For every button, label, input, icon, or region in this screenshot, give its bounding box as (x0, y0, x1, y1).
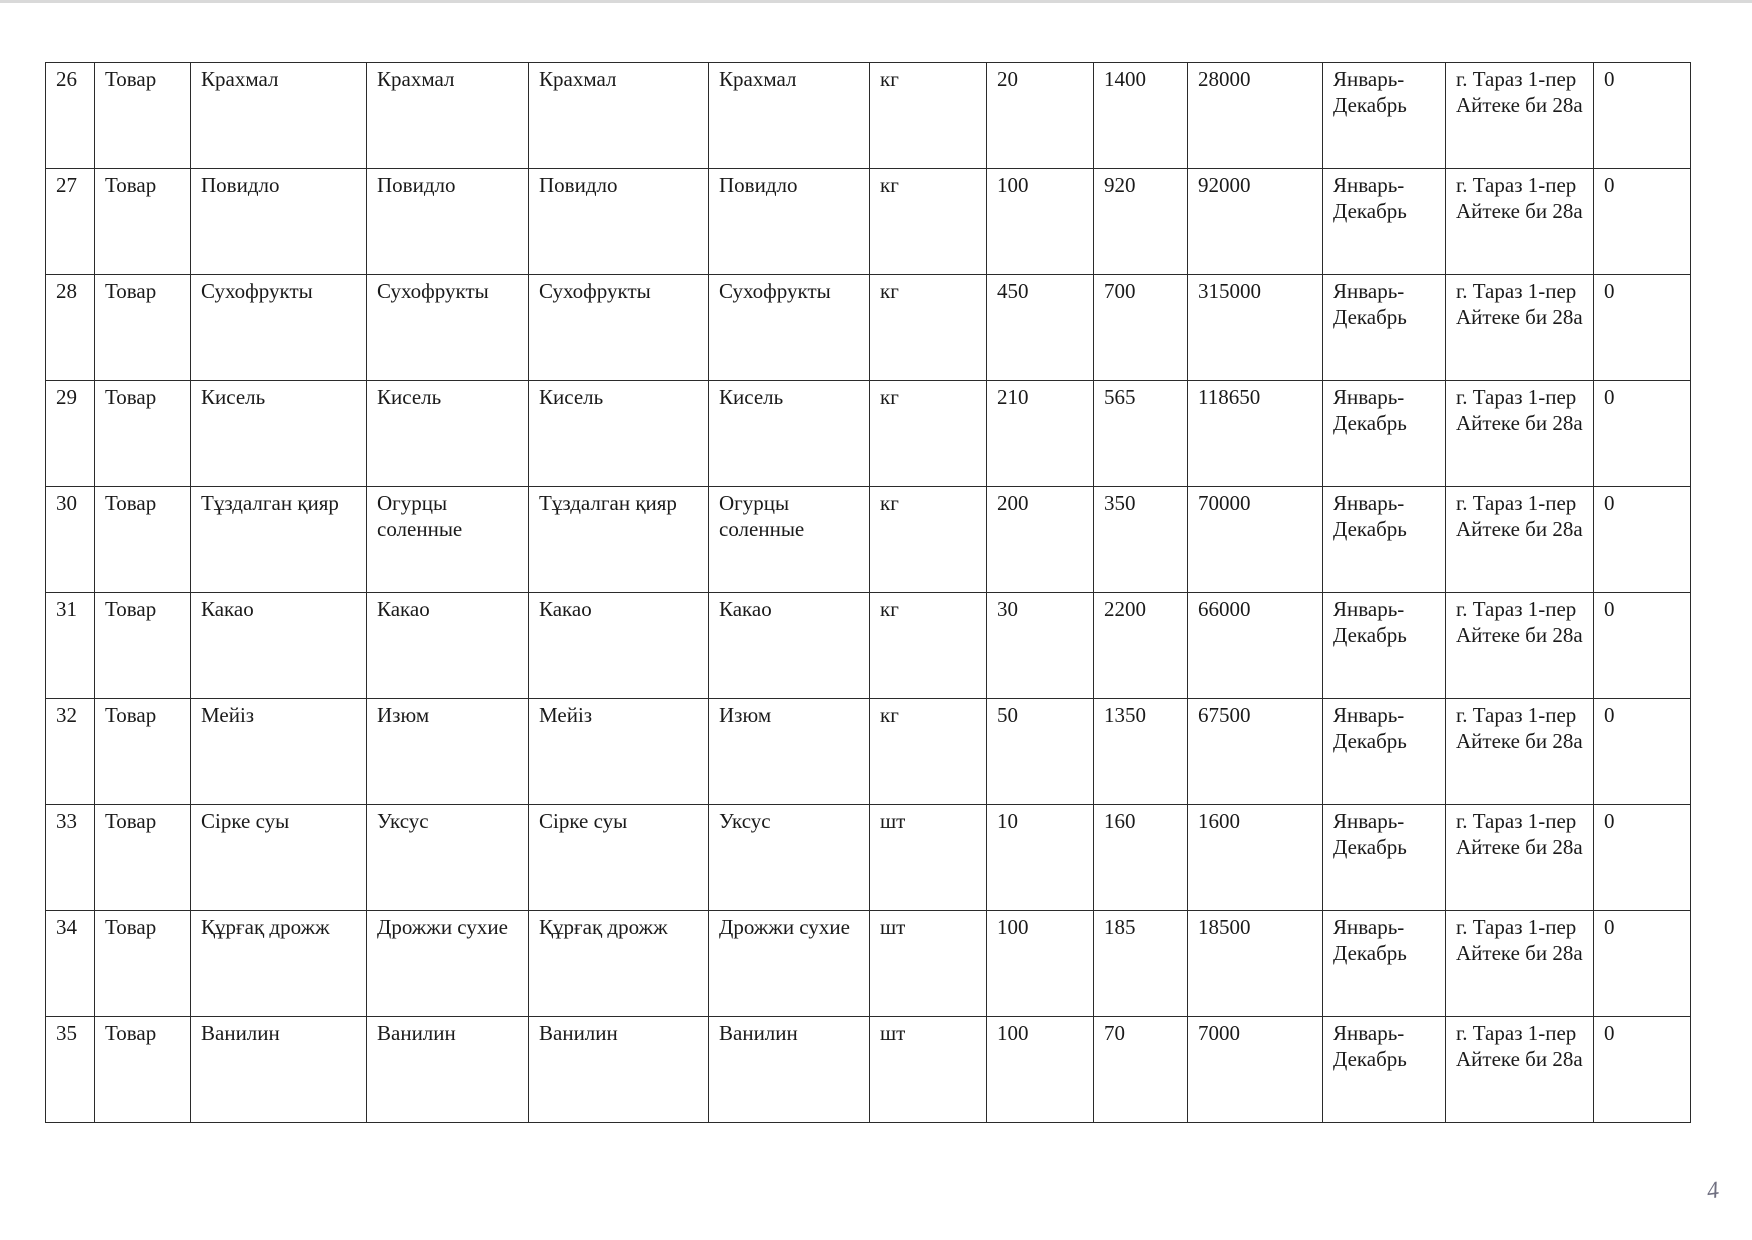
name-ru-cell: Изюм (367, 699, 529, 805)
name-ru-cell: Огурцы соленные (367, 487, 529, 593)
unit-price-cell: 700 (1094, 275, 1188, 381)
quantity-cell: 30 (987, 593, 1094, 699)
unit-price-cell: 70 (1094, 1017, 1188, 1123)
quantity-cell: 10 (987, 805, 1094, 911)
short-name-ru-cell: Сухофрукты (709, 275, 870, 381)
quantity-cell: 200 (987, 487, 1094, 593)
unit-cell: шт (870, 805, 987, 911)
procurement-table (45, 62, 1691, 1123)
row-number-cell: 34 (46, 911, 95, 1017)
unit-cell: кг (870, 63, 987, 169)
unit-price-cell: 185 (1094, 911, 1188, 1017)
name-kz-cell: Кисель (191, 381, 367, 487)
delivery-place-cell: г. Тараз 1-пер Айтеке би 28а (1446, 381, 1594, 487)
delivery-place-cell: г. Тараз 1-пер Айтеке би 28а (1446, 275, 1594, 381)
short-name-kz-cell: Тұздалган қияр (529, 487, 709, 593)
row-number-cell: 32 (46, 699, 95, 805)
delivery-place-cell: г. Тараз 1-пер Айтеке би 28а (1446, 1017, 1594, 1123)
row-number-cell: 33 (46, 805, 95, 911)
short-name-kz-cell: Какао (529, 593, 709, 699)
row-number-cell: 27 (46, 169, 95, 275)
unit-price-cell: 920 (1094, 169, 1188, 275)
table-body (46, 63, 1691, 1123)
name-kz-cell: Тұздалган қияр (191, 487, 367, 593)
delivery-place-cell: г. Тараз 1-пер Айтеке би 28а (1446, 911, 1594, 1017)
unit-price-cell: 160 (1094, 805, 1188, 911)
item-type-cell: Товар (95, 487, 191, 593)
unit-cell: кг (870, 487, 987, 593)
short-name-kz-cell: Сухофрукты (529, 275, 709, 381)
short-name-kz-cell: Сірке суы (529, 805, 709, 911)
unit-cell: шт (870, 911, 987, 1017)
name-ru-cell: Какао (367, 593, 529, 699)
total-amount-cell: 1600 (1188, 805, 1323, 911)
total-amount-cell: 315000 (1188, 275, 1323, 381)
total-amount-cell: 7000 (1188, 1017, 1323, 1123)
delivery-place-cell: г. Тараз 1-пер Айтеке би 28а (1446, 63, 1594, 169)
name-kz-cell: Құрғақ дрожж (191, 911, 367, 1017)
table-row (46, 63, 1691, 169)
short-name-kz-cell: Крахмал (529, 63, 709, 169)
unit-price-cell: 2200 (1094, 593, 1188, 699)
delivery-period-cell: Январь-Декабрь (1323, 699, 1446, 805)
quantity-cell: 100 (987, 169, 1094, 275)
item-type-cell: Товар (95, 911, 191, 1017)
name-ru-cell: Кисель (367, 381, 529, 487)
name-ru-cell: Дрожжи сухие (367, 911, 529, 1017)
name-ru-cell: Ванилин (367, 1017, 529, 1123)
total-amount-cell: 118650 (1188, 381, 1323, 487)
unit-price-cell: 1400 (1094, 63, 1188, 169)
table-row (46, 275, 1691, 381)
delivery-place-cell: г. Тараз 1-пер Айтеке би 28а (1446, 805, 1594, 911)
name-kz-cell: Крахмал (191, 63, 367, 169)
short-name-ru-cell: Крахмал (709, 63, 870, 169)
name-kz-cell: Какао (191, 593, 367, 699)
name-kz-cell: Мейіз (191, 699, 367, 805)
advance-payment-cell: 0 (1594, 805, 1691, 911)
unit-cell: кг (870, 593, 987, 699)
row-number-cell: 29 (46, 381, 95, 487)
unit-price-cell: 350 (1094, 487, 1188, 593)
item-type-cell: Товар (95, 169, 191, 275)
short-name-kz-cell: Ванилин (529, 1017, 709, 1123)
quantity-cell: 50 (987, 699, 1094, 805)
advance-payment-cell: 0 (1594, 699, 1691, 805)
quantity-cell: 450 (987, 275, 1094, 381)
unit-cell: кг (870, 275, 987, 381)
delivery-period-cell: Январь-Декабрь (1323, 911, 1446, 1017)
advance-payment-cell: 0 (1594, 63, 1691, 169)
advance-payment-cell: 0 (1594, 275, 1691, 381)
delivery-place-cell: г. Тараз 1-пер Айтеке би 28а (1446, 169, 1594, 275)
short-name-ru-cell: Кисель (709, 381, 870, 487)
name-kz-cell: Повидло (191, 169, 367, 275)
short-name-ru-cell: Повидло (709, 169, 870, 275)
table-row (46, 381, 1691, 487)
advance-payment-cell: 0 (1594, 487, 1691, 593)
unit-cell: кг (870, 699, 987, 805)
table-row (46, 593, 1691, 699)
quantity-cell: 100 (987, 911, 1094, 1017)
name-ru-cell: Крахмал (367, 63, 529, 169)
item-type-cell: Товар (95, 805, 191, 911)
row-number-cell: 31 (46, 593, 95, 699)
item-type-cell: Товар (95, 275, 191, 381)
short-name-ru-cell: Изюм (709, 699, 870, 805)
delivery-period-cell: Январь-Декабрь (1323, 63, 1446, 169)
total-amount-cell: 18500 (1188, 911, 1323, 1017)
total-amount-cell: 70000 (1188, 487, 1323, 593)
unit-price-cell: 1350 (1094, 699, 1188, 805)
table-row (46, 805, 1691, 911)
advance-payment-cell: 0 (1594, 593, 1691, 699)
unit-price-cell: 565 (1094, 381, 1188, 487)
short-name-ru-cell: Какао (709, 593, 870, 699)
delivery-place-cell: г. Тараз 1-пер Айтеке би 28а (1446, 699, 1594, 805)
row-number-cell: 30 (46, 487, 95, 593)
delivery-period-cell: Январь-Декабрь (1323, 275, 1446, 381)
delivery-place-cell: г. Тараз 1-пер Айтеке би 28а (1446, 593, 1594, 699)
total-amount-cell: 67500 (1188, 699, 1323, 805)
delivery-period-cell: Январь-Декабрь (1323, 169, 1446, 275)
item-type-cell: Товар (95, 1017, 191, 1123)
row-number-cell: 35 (46, 1017, 95, 1123)
short-name-ru-cell: Ванилин (709, 1017, 870, 1123)
name-kz-cell: Сірке суы (191, 805, 367, 911)
short-name-kz-cell: Құрғақ дрожж (529, 911, 709, 1017)
advance-payment-cell: 0 (1594, 911, 1691, 1017)
name-kz-cell: Ванилин (191, 1017, 367, 1123)
name-ru-cell: Сухофрукты (367, 275, 529, 381)
row-number-cell: 28 (46, 275, 95, 381)
delivery-period-cell: Январь-Декабрь (1323, 381, 1446, 487)
total-amount-cell: 28000 (1188, 63, 1323, 169)
short-name-ru-cell: Уксус (709, 805, 870, 911)
page-top-edge (0, 0, 1752, 3)
name-ru-cell: Повидло (367, 169, 529, 275)
item-type-cell: Товар (95, 63, 191, 169)
total-amount-cell: 92000 (1188, 169, 1323, 275)
delivery-place-cell: г. Тараз 1-пер Айтеке би 28а (1446, 487, 1594, 593)
delivery-period-cell: Январь-Декабрь (1323, 805, 1446, 911)
short-name-kz-cell: Повидло (529, 169, 709, 275)
quantity-cell: 210 (987, 381, 1094, 487)
item-type-cell: Товар (95, 699, 191, 805)
table-row (46, 487, 1691, 593)
quantity-cell: 100 (987, 1017, 1094, 1123)
name-ru-cell: Уксус (367, 805, 529, 911)
delivery-period-cell: Январь-Декабрь (1323, 487, 1446, 593)
short-name-kz-cell: Кисель (529, 381, 709, 487)
advance-payment-cell: 0 (1594, 169, 1691, 275)
total-amount-cell: 66000 (1188, 593, 1323, 699)
short-name-ru-cell: Огурцы соленные (709, 487, 870, 593)
short-name-ru-cell: Дрожжи сухие (709, 911, 870, 1017)
table-row (46, 169, 1691, 275)
item-type-cell: Товар (95, 593, 191, 699)
unit-cell: кг (870, 169, 987, 275)
delivery-period-cell: Январь-Декабрь (1323, 593, 1446, 699)
delivery-period-cell: Январь-Декабрь (1323, 1017, 1446, 1123)
advance-payment-cell: 0 (1594, 1017, 1691, 1123)
table-row (46, 1017, 1691, 1123)
unit-cell: шт (870, 1017, 987, 1123)
quantity-cell: 20 (987, 63, 1094, 169)
table-row (46, 699, 1691, 805)
table-row (46, 911, 1691, 1017)
page-number: 4 (1705, 1177, 1721, 1205)
short-name-kz-cell: Мейіз (529, 699, 709, 805)
unit-cell: кг (870, 381, 987, 487)
name-kz-cell: Сухофрукты (191, 275, 367, 381)
advance-payment-cell: 0 (1594, 381, 1691, 487)
item-type-cell: Товар (95, 381, 191, 487)
row-number-cell: 26 (46, 63, 95, 169)
